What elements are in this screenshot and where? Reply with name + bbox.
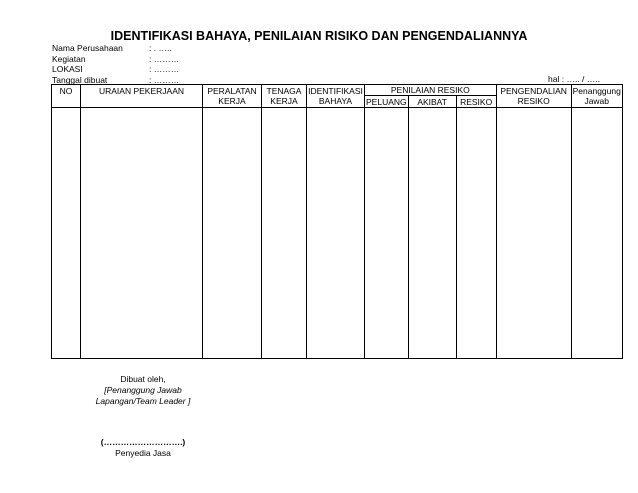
meta-value-location: : ……… — [149, 64, 180, 74]
col-peluang-header — [365, 96, 409, 108]
meta-label-location: LOKASI — [52, 64, 83, 74]
col-akibat-label: AKIBAT — [417, 97, 447, 107]
col-identifikasi-label-2: BAHAYA — [318, 96, 353, 106]
hazard-table — [51, 84, 623, 359]
col-tenaga-header — [262, 85, 307, 108]
table-row — [52, 108, 623, 359]
signer-role-line-2: Lapangan/Team Leader ] — [95, 396, 191, 406]
cell-resiko[interactable] — [456, 108, 496, 359]
col-resiko-header — [456, 96, 496, 108]
col-penanggung-label-2: Jawab — [584, 96, 610, 106]
col-penanggung-header — [571, 85, 622, 108]
col-peluang-label: PELUANG — [366, 97, 407, 107]
made-by-label: Dibuat oleh, — [120, 374, 166, 384]
cell-peralatan-kerja[interactable] — [203, 108, 262, 359]
page-number: hal : ….. / ….. — [548, 74, 600, 84]
meta-value-company: : . ….. — [149, 43, 172, 53]
col-penanggung-label-1: Penanggung — [572, 86, 621, 96]
cell-penanggung-jawab[interactable] — [571, 108, 622, 359]
meta-value-activity: : ……… — [149, 53, 180, 64]
col-uraian-label: URAIAN PEKERJAAN — [98, 86, 185, 96]
col-tenaga-label-1: TENAGA — [266, 86, 302, 96]
meta-row-location — [52, 64, 209, 75]
cell-peluang[interactable] — [365, 108, 409, 359]
meta-label-company: Nama Perusahaan — [52, 43, 123, 53]
cell-identifikasi-bahaya[interactable] — [307, 108, 365, 359]
col-peralatan-label-1: PERALATAN — [207, 86, 257, 96]
penilaian-resiko-label: PENILAIAN RESIKO — [390, 85, 470, 95]
col-pengendalian-header — [496, 85, 571, 108]
col-uraian-header — [81, 85, 203, 108]
meta-label-date: Tanggal dibuat — [52, 74, 108, 85]
meta-row-company — [52, 43, 209, 54]
col-identifikasi-label-1: IDENTIFIKASI — [308, 86, 363, 96]
meta-label-activity: Kegiatan — [52, 53, 86, 64]
col-pengendalian-label-2: RESIKO — [517, 96, 550, 106]
document-meta — [52, 43, 209, 85]
cell-tenaga-kerja[interactable] — [262, 108, 307, 359]
cell-no[interactable] — [52, 108, 81, 359]
signer-name-line: (……………………….) — [100, 437, 186, 447]
col-peralatan-label-2: KERJA — [218, 96, 246, 106]
cell-uraian-pekerjaan[interactable] — [81, 108, 203, 359]
signer-role-line-1: [Penanggung Jawab — [104, 385, 182, 395]
document-title: IDENTIFIKASI BAHAYA, PENILAIAN RISIKO DAN PENGENDALIANNYA — [110, 29, 528, 43]
col-akibat-header — [408, 96, 456, 108]
col-pengendalian-label-1: PENGENDALIAN — [500, 86, 567, 96]
signature-space — [88, 407, 198, 437]
meta-row-activity — [52, 54, 209, 65]
col-no-label: NO — [59, 86, 73, 96]
penilaian-resiko-group-header — [365, 85, 497, 96]
col-identifikasi-header — [307, 85, 365, 108]
col-peralatan-header — [203, 85, 262, 108]
cell-pengendalian-resiko[interactable] — [496, 108, 571, 359]
cell-akibat[interactable] — [408, 108, 456, 359]
signature-block — [88, 374, 198, 459]
header-row-top — [52, 85, 623, 96]
col-tenaga-label-2: KERJA — [270, 96, 298, 106]
col-resiko-label: RESIKO — [460, 97, 493, 107]
col-no-header — [52, 85, 81, 108]
signer-position: Penyedia Jasa — [115, 448, 171, 458]
meta-value-date: : ……… — [149, 74, 180, 85]
